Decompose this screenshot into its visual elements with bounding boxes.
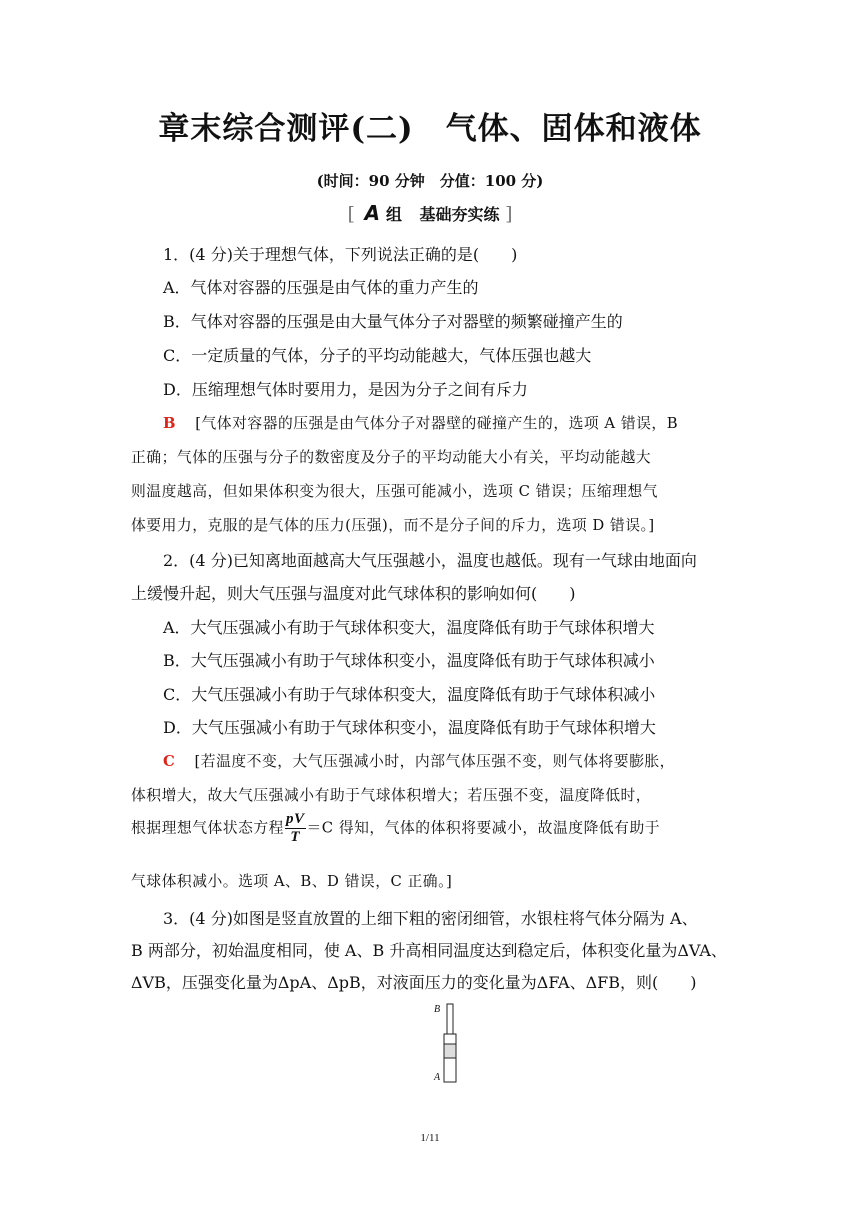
section-name: 基础夯实练 [419, 205, 500, 224]
question-2-explanation: 根据理想气体状态方程 [131, 819, 284, 837]
question-1-explanation: [气体对容器的压强是由气体分子对器壁的碰撞产生的，选项 A 错误，B [195, 415, 679, 432]
question-3-stem: B 两部分，初始温度相同，使 A、B 升高相同温度达到稳定后，体积变化量为ΔVA、 [131, 941, 727, 960]
question-1-option-c: C．一定质量的气体，分子的平均动能越大，气体压强也越大 [163, 346, 592, 365]
question-1-option-d: D．压缩理想气体时要用力，是因为分子之间有斥力 [163, 380, 528, 399]
question-1-stem: 1．(4 分)关于理想气体，下列说法正确的是( ) [163, 245, 518, 264]
group-a-icon: A [364, 201, 380, 225]
question-1-option-b: B．气体对容器的压强是由大量气体分子对器壁的频繁碰撞产生的 [163, 312, 623, 331]
question-2-option-b: B．大气压强减小有助于气球体积变小，温度降低有助于气球体积减小 [163, 651, 655, 670]
question-2-explanation: [若温度不变，大气压强减小时，内部气体压强不变，则气体将要膨胀， [194, 753, 675, 770]
question-3-stem: ΔVB，压强变化量为ΔpA、ΔpB，对液面压力的变化量为ΔFA、ΔFB，则( ) [131, 973, 697, 992]
figure-label-b: B [434, 1004, 441, 1015]
question-2-explanation: 气球体积减小。选项 A、B、D 错误，C 正确。] [131, 873, 453, 890]
section-group: 组 [385, 205, 402, 224]
question-1-option-a: A．气体对容器的压强是由气体的重力产生的 [163, 278, 479, 297]
figure-label-a: A [434, 1072, 441, 1083]
question-2-explanation: ＝C 得知，气体的体积将要减小，故温度降低有助于 [306, 819, 661, 837]
sealed-tube-figure [430, 1000, 470, 1090]
question-1-explanation: 体要用力，克服的是气体的压力(压强)，而不是分子间的斥力，选项 D 错误。] [131, 517, 655, 534]
exam-meta: (时间：90 分钟 分值：100 分) [316, 172, 544, 190]
fraction-numerator: pV [285, 811, 305, 827]
left-bracket-icon: [ [347, 203, 355, 225]
question-2-answer-line [163, 750, 675, 771]
right-bracket-icon: ] [505, 203, 513, 225]
page-number: 1/11 [420, 1132, 440, 1144]
page-title: 章末综合测评(二) 气体、固体和液体 [158, 111, 702, 147]
question-3-stem: 3．(4 分)如图是竖直放置的上细下粗的密闭细管，水银柱将气体分隔为 A、 [163, 909, 698, 928]
question-2-stem: 上缓慢升起，则大气压强与温度对此气球体积的影响如何( ) [131, 584, 576, 603]
question-1-explanation: 正确；气体的压强与分子的数密度及分子的平均动能大小有关，平均动能越大 [131, 449, 652, 466]
question-2-stem: 2．(4 分)已知离地面越高大气压强越小，温度也越低。现有一气球由地面向 [163, 551, 697, 570]
question-2-option-a: A．大气压强减小有助于气球体积变大，温度降低有助于气球体积增大 [163, 618, 655, 637]
question-1-answer-key: B [163, 415, 177, 432]
question-2-option-d: D．大气压强减小有助于气球体积变小，温度降低有助于气球体积增大 [163, 718, 656, 737]
fraction-denominator: T [290, 829, 301, 845]
question-1-answer-line [163, 412, 678, 433]
question-2-option-c: C．大气压强减小有助于气球体积变大，温度降低有助于气球体积减小 [163, 685, 656, 704]
question-2-formula-line [131, 812, 660, 845]
question-2-answer-key: C [163, 753, 176, 770]
question-1-explanation: 则温度越高，但如果体积变为很大，压强可能减小，选项 C 错误；压缩理想气 [131, 483, 659, 500]
section-header [0, 201, 860, 225]
question-2-explanation: 体积增大，故大气压强减小有助于气球体积增大；若压强不变，温度降低时， [131, 787, 652, 804]
gas-law-fraction [285, 812, 306, 845]
